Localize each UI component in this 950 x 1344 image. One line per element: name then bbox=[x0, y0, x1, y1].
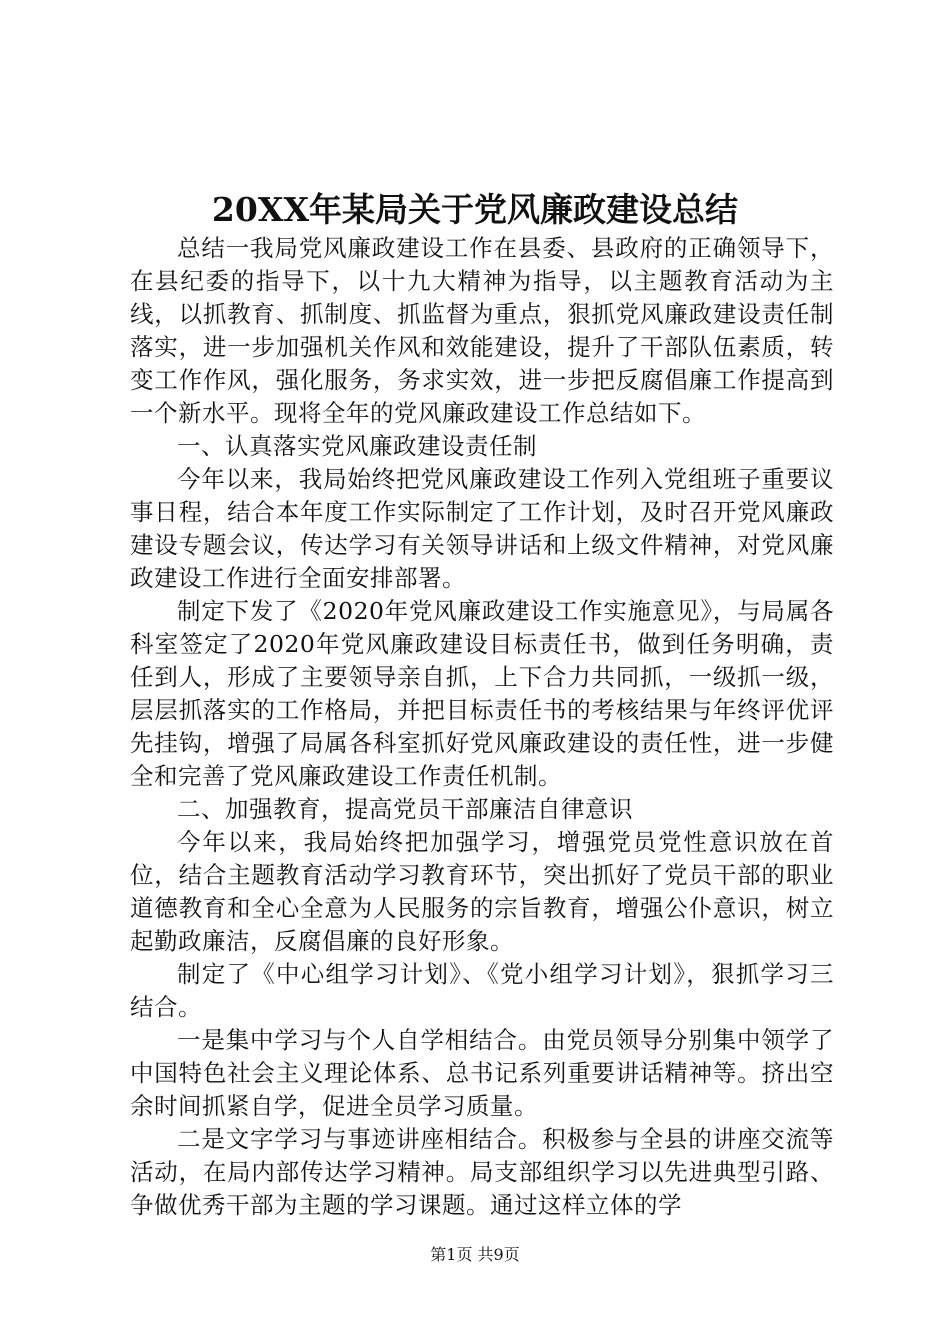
section-heading-2: 二、加强教育，提高党员干部廉洁自律意识 bbox=[177, 795, 633, 823]
section-1-paragraph-1: 今年以来，我局始终把党风廉政建设工作列入党组班子重要议事日程，结合本年度工作实际制定了工作计划，及时召开党风廉政建设专题会议，传达学习有关领导讲话和上级文件精神，对党风廉政建设工作进行全面安排部署。 bbox=[130, 465, 834, 592]
document-title: 20XX年某局关于党风廉政建设总结 bbox=[211, 190, 739, 229]
section-2-paragraph-4: 二是文字学习与事迹讲座相结合。积极参与全县的讲座交流等活动，在局内部传达学习精神。局支部组织学习以先进典型引路、争做优秀干部为主题的学习课题。通过这样立体的学 bbox=[130, 1125, 834, 1219]
section-2-paragraph-3: 一是集中学习与个人自学相结合。由党员领导分别集中领学了中国特色社会主义理论体系、总书记系列重要讲话精神等。挤出空余时间抓紧自学，促进全员学习质量。 bbox=[130, 1026, 834, 1120]
section-heading-1: 一、认真落实党风廉政建设责任制 bbox=[177, 432, 537, 460]
intro-paragraph: 总结一我局党风廉政建设工作在县委、县政府的正确领导下，在县纪委的指导下，以十九大精神为指导，以主题教育活动为主线，以抓教育、抓制度、抓监督为重点，狠抓党风廉政建设责任制落实，进一步加强机关作风和效能建设，提升了干部队伍素质，转变工作作风，强化服务，务求实效，进一步把反腐倡廉工作提高到一个新水平。现将全年的党风廉政建设工作总结如下。 bbox=[130, 234, 834, 427]
section-1-paragraph-2: 制定下发了《2020年党风廉政建设工作实施意见》，与局属各科室签定了2020年党风廉政建设目标责任书，做到任务明确，责任到人，形成了主要领导亲自抓，上下合力共同抓，一级抓一级，层层抓落实的工作格局，并把目标责任书的考核结果与年终评优评先挂钩，增强了局属各科室抓好党风廉政建设的责任性，进一步健全和完善了党风廉政建设工作责任机制。 bbox=[130, 597, 834, 790]
section-2-paragraph-1: 今年以来，我局始终把加强学习，增强党员党性意识放在首位，结合主题教育活动学习教育环节，突出抓好了党员干部的职业道德教育和全心全意为人民服务的宗旨教育，增强公仆意识，树立起勤政廉洁，反腐倡廉的良好形象。 bbox=[130, 828, 834, 955]
document-body bbox=[130, 232, 834, 1222]
section-2-paragraph-2: 制定了《中心组学习计划》、《党小组学习计划》，狠抓学习三结合。 bbox=[130, 960, 834, 1021]
page-number-footer: 第1页 共9页 bbox=[430, 1245, 520, 1264]
